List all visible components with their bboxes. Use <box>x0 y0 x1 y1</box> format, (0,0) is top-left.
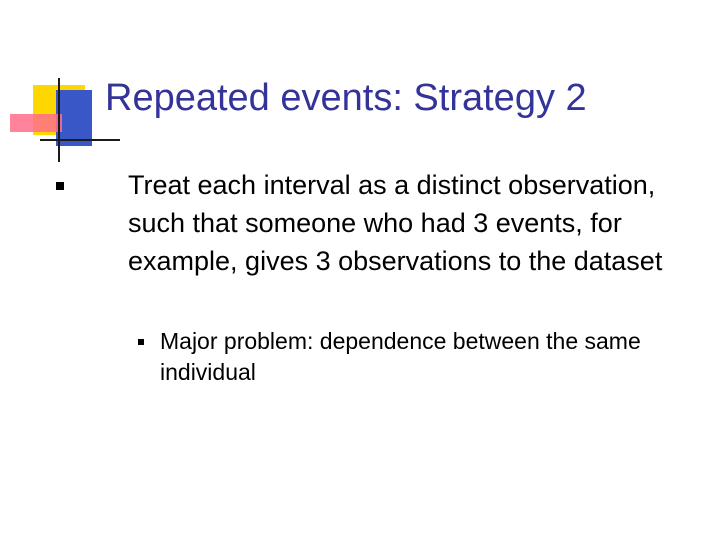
bullet-level-1 <box>56 166 676 280</box>
logo-vertical-line <box>58 78 60 162</box>
bullet-text: Treat each interval as a distinct observation, such that someone who had 3 events, for example, gives 3 observations to the dataset <box>128 170 663 276</box>
bullet-level-2 <box>138 326 698 388</box>
sub-bullet-text: Major problem: dependence between the same individual <box>160 328 641 385</box>
square-bullet-icon <box>138 339 144 345</box>
square-bullet-icon <box>56 182 64 190</box>
logo-horizontal-line <box>40 139 120 141</box>
logo-red-bar <box>10 114 62 132</box>
slide-title: Repeated events: Strategy 2 <box>105 77 587 119</box>
slide-logo-icon <box>0 0 120 170</box>
